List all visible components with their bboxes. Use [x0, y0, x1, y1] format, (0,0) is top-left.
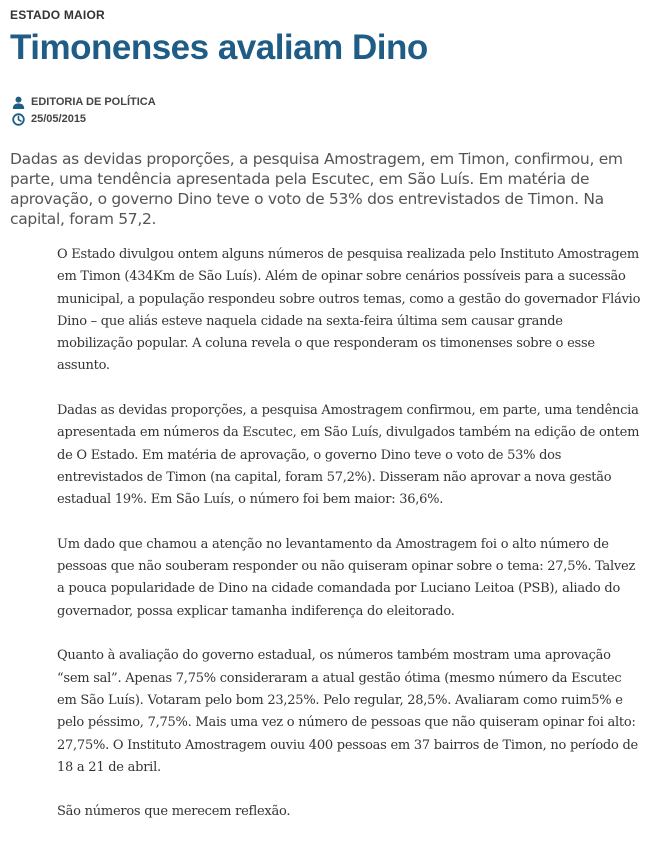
article-title: Timonenses avaliam Dino — [10, 28, 428, 67]
article-lead: Dadas as devidas proporções, a pesquisa Amostragem, em Timon, confirmou, em parte, uma tendência apresentada pela Escutec, em São Luís. Em matéria de aprovação, o governo Dino teve o voto de 53% dos entrevistados de Timon. Na capital, foram 57,2. — [10, 150, 623, 228]
section-label[interactable]: ESTADO MAIOR — [10, 8, 105, 22]
body-paragraph: O Estado divulgou ontem alguns números de pesquisa realizada pelo Instituto Amostragem em Timon (434Km de São Luís). Além de opinar sobre cenários possíveis para a sucessão municipal, a população respondeu sobre outros temas, como a gestão do governador Flávio Dino – que aliás esteve naquela cidade na sexta-feira última sem causar grande mobilização popular. A coluna revela o que responderam os timonenses sobre o esse assunto. — [57, 247, 641, 374]
publish-date: 25/05/2015 — [31, 113, 87, 125]
body-paragraph: Dadas as devidas proporções, a pesquisa Amostragem confirmou, em parte, uma tendência apresentada em números da Escutec, em São Luís, divulgados também na edição de ontem de O Estado. Em matéria de aprovação, o governo Dino teve o voto de 53% dos entrevistados de Timon (na capital, foram 57,2%). Disseram não aprovar a nova gestão estadual 19%. Em São Luís, o número foi bem maior: 36,6%. — [57, 403, 640, 508]
author-row — [12, 95, 156, 109]
author-name[interactable]: EDITORIA DE POLÍTICA — [31, 96, 156, 108]
body-paragraph: Quanto à avaliação do governo estadual, os números também mostram uma aprovação “sem sal”. Apenas 7,75% consideraram a atual gestão ótima (mesmo número da Escutec em São Luís). Votaram pelo bom 23,25%. Pelo regular, 28,5%. Avaliaram como ruim5% e pelo péssimo, 7,75%. Mais uma vez o número de pessoas que não quiseram opinar foi alto: 27,75%. O Instituto Amostragem ouviu 400 pessoas em 37 bairros de Timon, no período de 18 a 21 de abril. — [57, 648, 638, 775]
body-paragraph: Um dado que chamou a atenção no levantamento da Amostragem foi o alto número de pessoas que não souberam responder ou não quiseram opinar sobre o tema: 27,5%. Talvez a pouca popularidade de Dino na cidade comandada por Luciano Leitoa (PSB), aliado do governador, possa explicar tamanha indiferença do eleitorado. — [57, 536, 636, 619]
article-body — [57, 244, 642, 846]
user-icon — [12, 96, 25, 109]
date-row — [12, 112, 86, 126]
body-paragraph: São números que merecem reflexão. — [57, 804, 291, 820]
clock-icon — [12, 113, 25, 126]
